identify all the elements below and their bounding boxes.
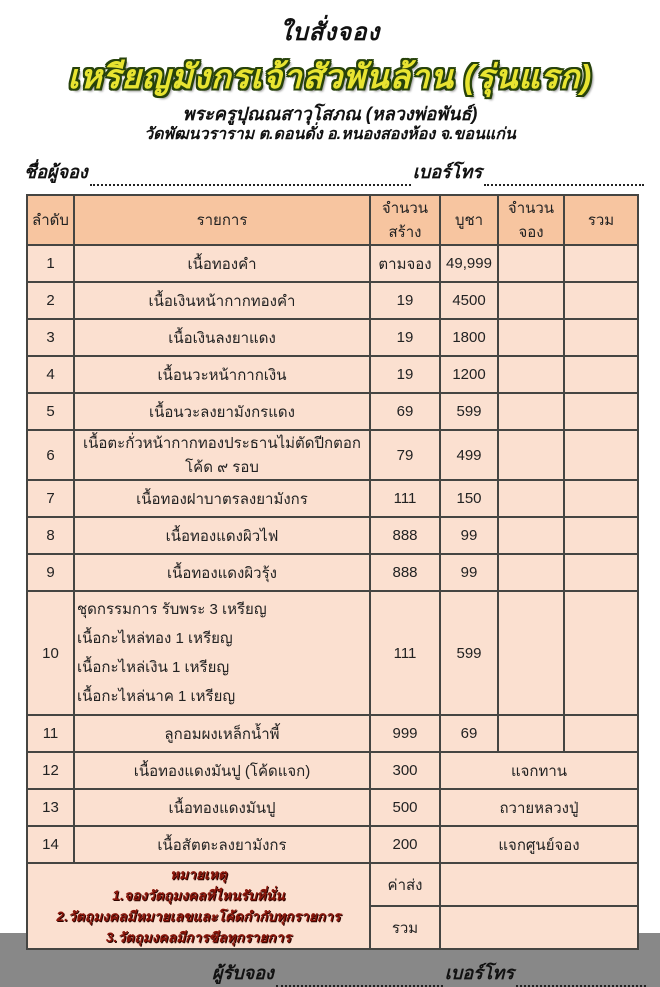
table-row bbox=[27, 789, 638, 826]
row-total-cell bbox=[564, 356, 638, 393]
table-row bbox=[27, 245, 638, 282]
made-cell: 200 bbox=[370, 826, 440, 863]
merged-note-cell: แจกทาน bbox=[440, 752, 638, 789]
price-cell: 49,999 bbox=[440, 245, 498, 282]
price-cell: 599 bbox=[440, 591, 498, 715]
item-line: เนื้อกะไหล่เงิน 1 เหรียญ bbox=[77, 659, 230, 676]
price-cell: 69 bbox=[440, 715, 498, 752]
merged-note-cell: แจกศูนย์จอง bbox=[440, 826, 638, 863]
receiver-phone-label: เบอร์โทร bbox=[444, 963, 514, 983]
made-cell: 19 bbox=[370, 356, 440, 393]
row-number-cell: 3 bbox=[27, 319, 74, 356]
made-cell: 19 bbox=[370, 319, 440, 356]
shipping-value bbox=[440, 863, 638, 906]
note-item: 2.วัตถุมงคลมีหมายเลขและโค้ดกำกับทุกรายการ bbox=[56, 909, 341, 924]
row-total-cell bbox=[564, 480, 638, 517]
shipping-label: ค่าส่ง bbox=[370, 863, 440, 906]
made-cell: 69 bbox=[370, 393, 440, 430]
row-total-cell bbox=[564, 319, 638, 356]
order-qty-cell bbox=[498, 554, 564, 591]
table-row bbox=[27, 356, 638, 393]
item-cell: เนื้อทองคำ bbox=[74, 245, 370, 282]
orderer-name-fill bbox=[90, 166, 411, 186]
price-cell: 499 bbox=[440, 430, 498, 480]
table-row bbox=[27, 591, 638, 715]
order-table bbox=[26, 194, 639, 950]
price-cell: 4500 bbox=[440, 282, 498, 319]
item-cell: เนื้อนวะลงยามังกรแดง bbox=[74, 393, 370, 430]
summary-section bbox=[27, 863, 638, 949]
notes-title: หมายเหตุ bbox=[170, 867, 227, 882]
row-number-cell: 14 bbox=[27, 826, 74, 863]
table-row bbox=[27, 480, 638, 517]
item-cell: เนื้อเงินลงยาแดง bbox=[74, 319, 370, 356]
made-cell: 79 bbox=[370, 430, 440, 480]
order-table-body bbox=[27, 245, 638, 863]
order-qty-cell bbox=[498, 715, 564, 752]
note-item: 1.จองวัตถุมงคลที่ไหนรับที่นั่น bbox=[112, 888, 285, 903]
notes-block bbox=[27, 863, 370, 949]
shipping-row bbox=[27, 863, 638, 906]
item-cell bbox=[74, 591, 370, 715]
receiver-name-fill bbox=[276, 967, 443, 987]
order-qty-cell bbox=[498, 430, 564, 480]
merged-note-cell: ถวายหลวงปู่ bbox=[440, 789, 638, 826]
item-cell: เนื้อทองแดงผิวรุ้ง bbox=[74, 554, 370, 591]
row-number-cell: 8 bbox=[27, 517, 74, 554]
made-cell: 500 bbox=[370, 789, 440, 826]
price-cell: 599 bbox=[440, 393, 498, 430]
row-number-cell: 10 bbox=[27, 591, 74, 715]
item-cell: ลูกอมผงเหล็กน้ำพี้ bbox=[74, 715, 370, 752]
price-cell: 150 bbox=[440, 480, 498, 517]
item-line: เนื้อกะไหล่ทอง 1 เหรียญ bbox=[77, 630, 233, 647]
made-cell: 111 bbox=[370, 591, 440, 715]
table-row bbox=[27, 554, 638, 591]
orderer-line bbox=[24, 157, 646, 186]
table-row bbox=[27, 715, 638, 752]
column-header-no: ลำดับ bbox=[27, 195, 74, 245]
made-cell: 888 bbox=[370, 517, 440, 554]
row-number-cell: 9 bbox=[27, 554, 74, 591]
made-cell: 19 bbox=[370, 282, 440, 319]
row-number-cell: 5 bbox=[27, 393, 74, 430]
row-total-cell bbox=[564, 517, 638, 554]
row-number-cell: 1 bbox=[27, 245, 74, 282]
row-number-cell: 2 bbox=[27, 282, 74, 319]
row-total-cell bbox=[564, 393, 638, 430]
row-total-cell bbox=[564, 430, 638, 480]
receiver-label: ผู้รับจอง bbox=[212, 963, 274, 983]
made-cell: ตามจอง bbox=[370, 245, 440, 282]
column-header-total: รวม bbox=[564, 195, 638, 245]
item-cell: เนื้อสัตตะลงยามังกร bbox=[74, 826, 370, 863]
monk-subtitle: พระครูปุณณสาวุโสภณ (หลวงพ่อพันธ์) bbox=[182, 104, 478, 124]
column-header-item: รายการ bbox=[74, 195, 370, 245]
price-cell: 1800 bbox=[440, 319, 498, 356]
item-cell: เนื้อทองแดงผิวไฟ bbox=[74, 517, 370, 554]
column-header-price: บูชา bbox=[440, 195, 498, 245]
table-row bbox=[27, 430, 638, 480]
row-number-cell: 13 bbox=[27, 789, 74, 826]
row-number-cell: 6 bbox=[27, 430, 74, 480]
order-qty-cell bbox=[498, 282, 564, 319]
row-number-cell: 4 bbox=[27, 356, 74, 393]
item-cell: เนื้อทองฝาบาตรลงยามังกร bbox=[74, 480, 370, 517]
order-qty-cell bbox=[498, 393, 564, 430]
orderer-name-label: ชื่อผู้จอง bbox=[24, 162, 88, 182]
row-number-cell: 12 bbox=[27, 752, 74, 789]
receiver-line bbox=[212, 958, 648, 987]
price-cell: 99 bbox=[440, 554, 498, 591]
row-total-cell bbox=[564, 715, 638, 752]
table-row bbox=[27, 826, 638, 863]
column-header-made: จำนวนสร้าง bbox=[370, 195, 440, 245]
price-cell: 99 bbox=[440, 517, 498, 554]
header-row bbox=[27, 195, 638, 245]
table-row bbox=[27, 752, 638, 789]
receiver-phone-fill bbox=[516, 967, 646, 987]
price-cell: 1200 bbox=[440, 356, 498, 393]
item-line: ชุดกรรมการ รับพระ 3 เหรียญ bbox=[77, 601, 267, 618]
order-qty-cell bbox=[498, 319, 564, 356]
order-qty-cell bbox=[498, 591, 564, 715]
column-header-order: จำนวนจอง bbox=[498, 195, 564, 245]
order-qty-cell bbox=[498, 517, 564, 554]
made-cell: 888 bbox=[370, 554, 440, 591]
temple-subtitle: วัดพัฒนวราราม ต.ดอนดั่ง อ.หนองสองห้อง จ.ขอนแก่น bbox=[144, 126, 516, 143]
made-cell: 300 bbox=[370, 752, 440, 789]
order-qty-cell bbox=[498, 356, 564, 393]
row-total-cell bbox=[564, 282, 638, 319]
order-qty-cell bbox=[498, 480, 564, 517]
orderer-phone-fill bbox=[484, 166, 644, 186]
item-cell: เนื้อนวะหน้ากากเงิน bbox=[74, 356, 370, 393]
order-table-header bbox=[27, 195, 638, 245]
table-row bbox=[27, 319, 638, 356]
form-title: ใบสั่งจอง bbox=[279, 19, 381, 46]
item-line: เนื้อกะไหล่นาค 1 เหรียญ bbox=[77, 688, 236, 705]
main-title: เหรียญมังกรเจ้าสัวพันล้าน (รุ่นแรก) bbox=[67, 58, 593, 95]
order-qty-cell bbox=[498, 245, 564, 282]
row-number-cell: 7 bbox=[27, 480, 74, 517]
total-value bbox=[440, 906, 638, 949]
row-total-cell bbox=[564, 591, 638, 715]
row-total-cell bbox=[564, 554, 638, 591]
item-cell: เนื้อตะกั่วหน้ากากทองประธานไม่ตัดปีกตอกโค้ด ๙ รอบ bbox=[74, 430, 370, 480]
made-cell: 111 bbox=[370, 480, 440, 517]
note-item: 3.วัตถุมงคลมีการซีลทุกรายการ bbox=[105, 930, 292, 945]
item-cell: เนื้อเงินหน้ากากทองคำ bbox=[74, 282, 370, 319]
item-cell: เนื้อทองแดงมันปู bbox=[74, 789, 370, 826]
item-cell: เนื้อทองแดงมันปู (โค้ดแจก) bbox=[74, 752, 370, 789]
table-row bbox=[27, 393, 638, 430]
row-number-cell: 11 bbox=[27, 715, 74, 752]
table-row bbox=[27, 517, 638, 554]
total-label: รวม bbox=[370, 906, 440, 949]
table-row bbox=[27, 282, 638, 319]
made-cell: 999 bbox=[370, 715, 440, 752]
row-total-cell bbox=[564, 245, 638, 282]
orderer-phone-label: เบอร์โทร bbox=[412, 162, 482, 182]
